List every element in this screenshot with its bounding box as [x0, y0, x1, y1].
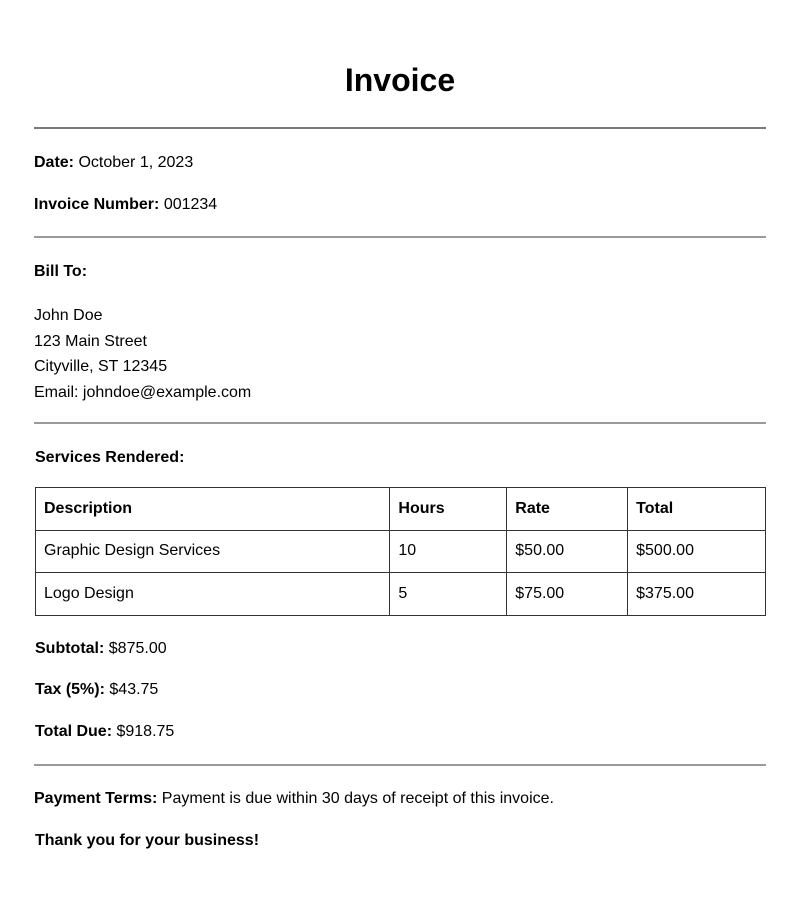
thank-you-note: Thank you for your business!	[35, 832, 260, 849]
total-due-label: Total Due:	[35, 723, 113, 740]
date-value: October 1, 2023	[78, 154, 194, 171]
table-row	[36, 573, 766, 616]
services-table	[35, 487, 766, 616]
tax-value: $43.75	[109, 681, 159, 698]
customer-name: John Doe	[34, 307, 103, 324]
table-row	[36, 530, 766, 573]
date-line	[34, 153, 193, 173]
invoice-number-label: Invoice Number:	[34, 196, 160, 213]
table-header-row	[36, 488, 766, 531]
services-heading: Services Rendered:	[35, 449, 185, 466]
customer-street: 123 Main Street	[34, 332, 147, 350]
customer-email: Email: johndoe@example.com	[34, 384, 252, 402]
bill-to-heading: Bill To:	[34, 263, 88, 280]
tax-line	[35, 680, 158, 700]
total-due-line	[35, 722, 174, 742]
date-label: Date:	[34, 154, 75, 171]
divider	[34, 764, 766, 766]
cell-total: $375.00	[628, 573, 766, 616]
cell-description: Graphic Design Services	[36, 530, 390, 573]
cell-hours: 5	[390, 573, 507, 616]
invoice-number-value: 001234	[163, 196, 218, 213]
cell-rate: $50.00	[507, 530, 628, 573]
cell-description: Logo Design	[36, 573, 390, 616]
invoice-number-line	[34, 195, 217, 215]
cell-rate: $75.00	[507, 573, 628, 616]
column-header: Hours	[390, 488, 507, 531]
column-header: Rate	[507, 488, 628, 531]
tax-label: Tax (5%):	[35, 681, 105, 698]
total-due-value: $918.75	[116, 723, 175, 740]
subtotal-label: Subtotal:	[35, 640, 105, 657]
divider	[34, 422, 766, 424]
column-header: Description	[36, 488, 390, 531]
invoice-title: Invoice	[344, 62, 456, 98]
divider	[34, 236, 766, 238]
payment-terms-line	[34, 789, 554, 809]
divider	[34, 127, 766, 129]
payment-terms-value: Payment is due within 30 days of receipt of this invoice.	[161, 790, 554, 807]
payment-terms-label: Payment Terms:	[34, 790, 158, 807]
customer-city: Cityville, ST 12345	[34, 358, 168, 376]
subtotal-line	[35, 639, 167, 659]
subtotal-value: $875.00	[108, 640, 167, 657]
column-header: Total	[628, 488, 766, 531]
cell-total: $500.00	[628, 530, 766, 573]
cell-hours: 10	[390, 530, 507, 573]
bill-to-address	[34, 303, 251, 406]
